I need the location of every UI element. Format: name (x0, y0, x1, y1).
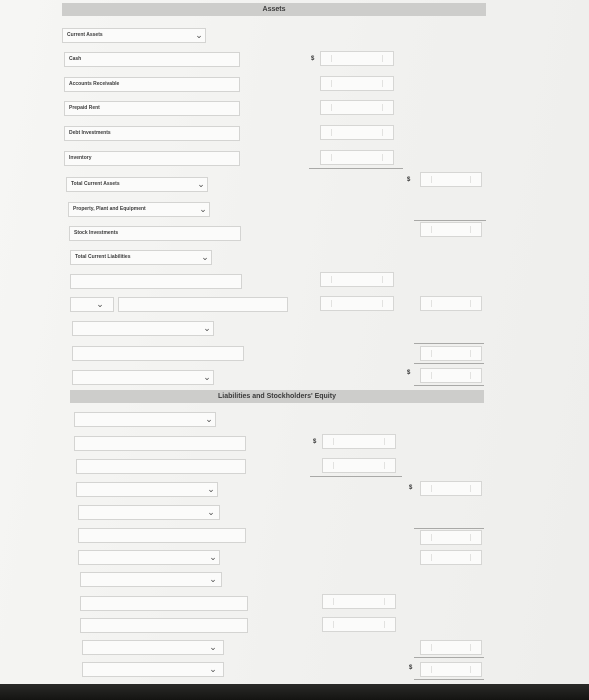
stock-investments-field[interactable]: Stock Investments (69, 226, 241, 241)
total-current-assets-amount-input[interactable] (420, 172, 482, 187)
blank-account-select[interactable] (82, 662, 224, 677)
chevron-down-icon[interactable]: ⌄ (195, 30, 203, 40)
total-assets-amount-input[interactable] (420, 368, 482, 383)
blank-account-field[interactable] (78, 528, 246, 543)
inventory-field[interactable]: Inventory (64, 151, 240, 166)
inventory-amount-input[interactable] (320, 150, 394, 165)
blank-account-field[interactable] (74, 436, 246, 451)
subtotal-rule (414, 657, 484, 658)
subtotal-rule (414, 363, 484, 364)
blank-amount-input[interactable] (420, 296, 482, 311)
blank-account-select[interactable] (76, 482, 218, 497)
chevron-down-icon[interactable]: ⌄ (197, 179, 205, 189)
blank-account-field[interactable] (70, 274, 242, 289)
subtotal-rule (414, 343, 484, 344)
debt-investments-amount-input[interactable] (320, 125, 394, 140)
blank-account-select[interactable] (78, 505, 220, 520)
subtotal-rule (414, 528, 484, 529)
blank-amount-input[interactable] (322, 617, 396, 632)
currency-symbol: $ (313, 439, 317, 445)
blank-account-select[interactable] (72, 321, 214, 336)
blank-account-field[interactable] (72, 346, 244, 361)
chevron-down-icon[interactable]: ⌄ (207, 507, 215, 517)
total-liabilities-equity-amount-input[interactable] (420, 662, 482, 677)
ppe-amount-input[interactable] (420, 222, 482, 237)
blank-amount-input[interactable] (322, 594, 396, 609)
chevron-down-icon[interactable]: ⌄ (96, 299, 104, 309)
liabilities-equity-header: Liabilities and Stockholders' Equity (70, 390, 484, 403)
accounts-receivable-field[interactable]: Accounts Receivable (64, 77, 240, 92)
blank-amount-input[interactable] (320, 296, 394, 311)
blank-account-select[interactable] (80, 572, 222, 587)
cash-amount-input[interactable] (320, 51, 394, 66)
subtotal-rule (310, 476, 402, 477)
blank-amount-input[interactable] (322, 434, 396, 449)
blank-amount-input[interactable] (420, 346, 482, 361)
current-assets-select[interactable]: Current Assets (62, 28, 206, 43)
debt-investments-field[interactable]: Debt Investments (64, 126, 240, 141)
chevron-down-icon[interactable]: ⌄ (207, 484, 215, 494)
ppe-select[interactable]: Property, Plant and Equipment (68, 202, 210, 217)
subtotal-rule (414, 220, 486, 221)
chevron-down-icon[interactable]: ⌄ (209, 642, 217, 652)
blank-amount-input[interactable] (420, 550, 482, 565)
accounts-receivable-amount-input[interactable] (320, 76, 394, 91)
subtotal-rule (309, 168, 403, 169)
currency-symbol: $ (407, 370, 411, 376)
blank-amount-input[interactable] (420, 530, 482, 545)
assets-header: Assets (62, 3, 486, 16)
blank-amount-input[interactable] (320, 272, 394, 287)
blank-account-field[interactable] (80, 618, 248, 633)
prepaid-rent-amount-input[interactable] (320, 100, 394, 115)
chevron-down-icon[interactable]: ⌄ (203, 372, 211, 382)
chevron-down-icon[interactable]: ⌄ (209, 574, 217, 584)
blank-account-field[interactable] (76, 459, 246, 474)
total-current-assets-select[interactable]: Total Current Assets (66, 177, 208, 192)
chevron-down-icon[interactable]: ⌄ (203, 323, 211, 333)
currency-symbol: $ (311, 56, 315, 62)
currency-symbol: $ (409, 665, 413, 671)
cash-account-field[interactable]: Cash (64, 52, 240, 67)
blank-account-field[interactable] (80, 596, 248, 611)
blank-account-select[interactable] (82, 640, 224, 655)
currency-symbol: $ (407, 177, 411, 183)
currency-symbol: $ (409, 485, 413, 491)
blank-amount-input[interactable] (420, 640, 482, 655)
blank-amount-input[interactable] (420, 481, 482, 496)
chevron-down-icon[interactable]: ⌄ (201, 252, 209, 262)
prepaid-rent-field[interactable]: Prepaid Rent (64, 101, 240, 116)
chevron-down-icon[interactable]: ⌄ (209, 552, 217, 562)
blank-account-select[interactable] (74, 412, 216, 427)
blank-account-field[interactable] (118, 297, 288, 312)
blank-amount-input[interactable] (322, 458, 396, 473)
total-current-liabilities-select[interactable]: Total Current Liabilities (70, 250, 212, 265)
screen-bottom-edge (0, 684, 589, 700)
chevron-down-icon[interactable]: ⌄ (199, 204, 207, 214)
blank-account-select[interactable] (72, 370, 214, 385)
chevron-down-icon[interactable]: ⌄ (205, 414, 213, 424)
double-rule (414, 385, 484, 386)
double-rule (414, 679, 484, 680)
chevron-down-icon[interactable]: ⌄ (209, 664, 217, 674)
blank-account-select[interactable] (70, 297, 114, 312)
blank-account-select[interactable] (78, 550, 220, 565)
